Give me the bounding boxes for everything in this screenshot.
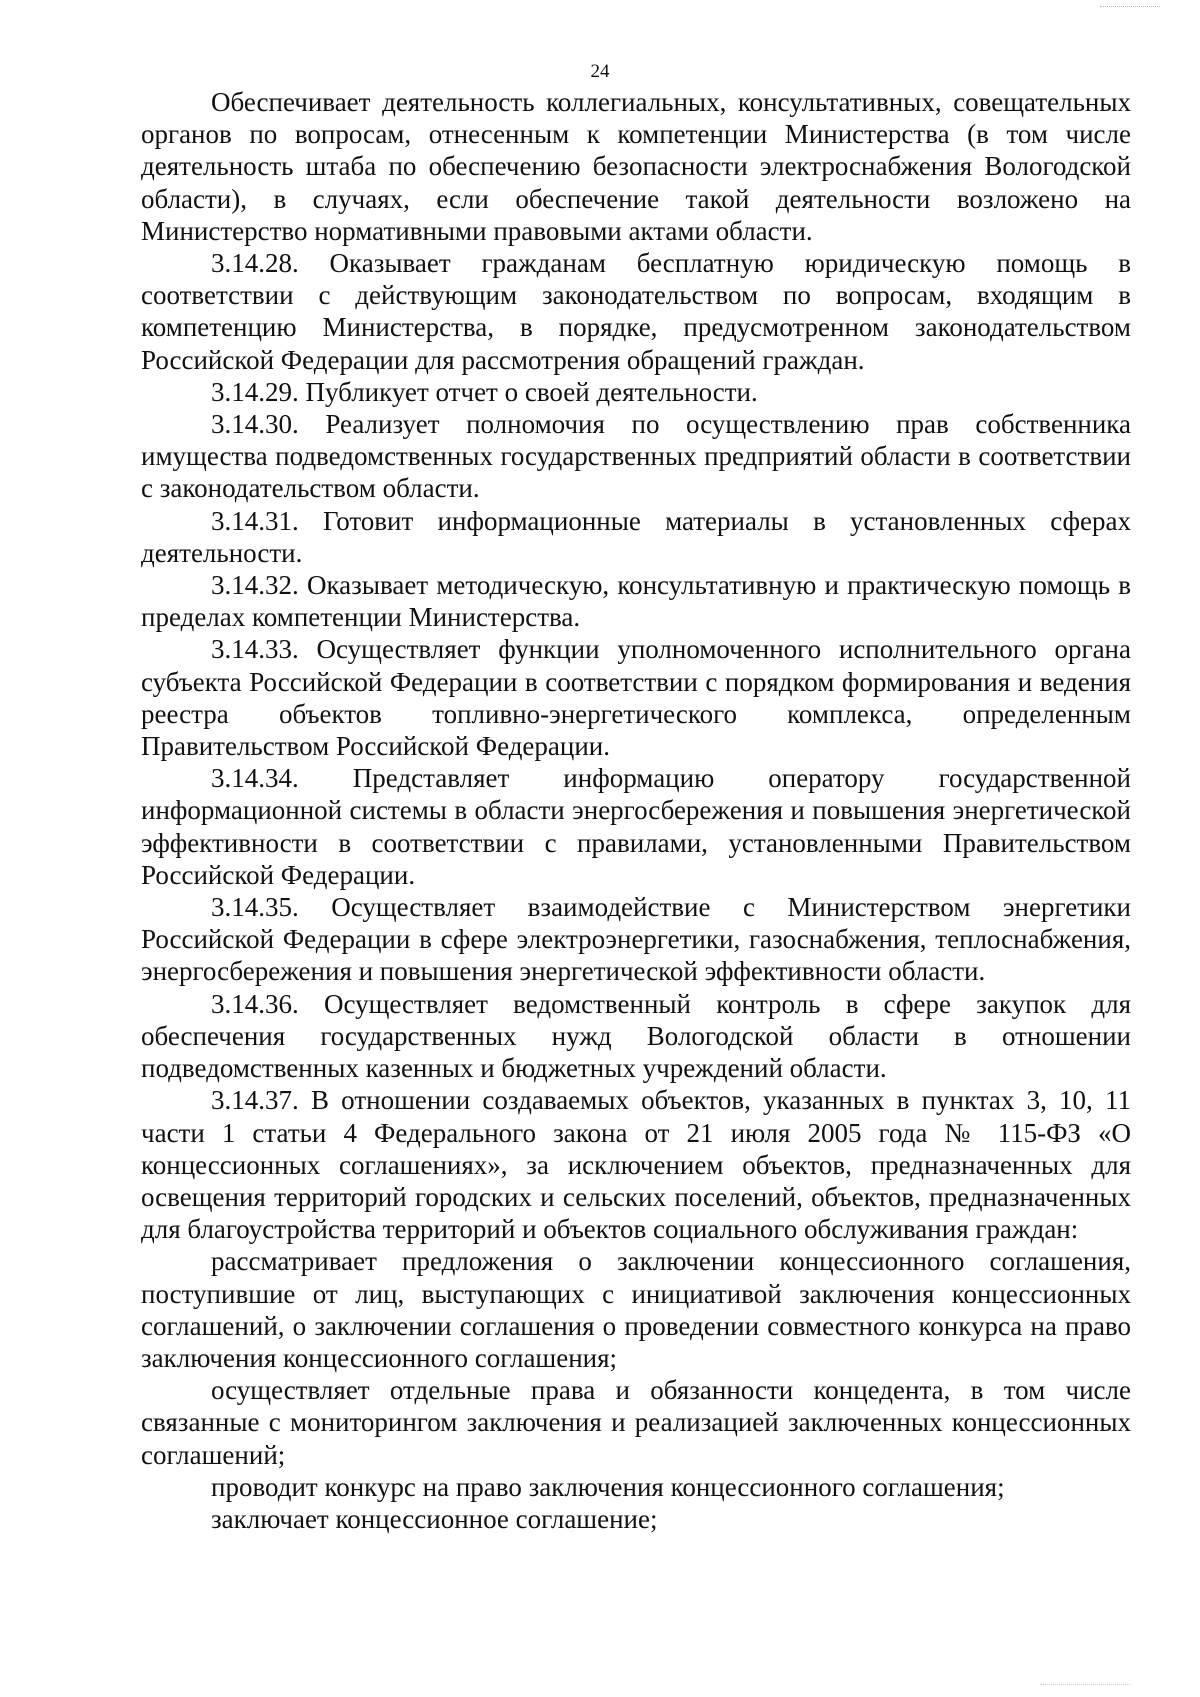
document-body (141, 86, 1131, 1535)
paragraph-3-14-37: 3.14.37. В отношении создаваемых объектов, указанных в пунктах 3, 10, 11 части 1 статьи 4 Федерального закона от 21 июля 2005 года № 115-ФЗ «О концессионных соглашениях», за исключением объектов, предназначенных для освещения территорий городских и сельских поселений, объектов, предназначенных для благоустройства территорий и объектов социального обслуживания граждан: (141, 1085, 1131, 1245)
list-item-concludes-agreement: заключает концессионное соглашение; (211, 1503, 658, 1534)
list-item-concedent-rights: осуществляет отдельные права и обязанности концедента, в том числе связанные с мониторингом заключения и реализацией заключенных концессионных соглашений; (141, 1375, 1131, 1470)
page-number: 24 (590, 61, 610, 82)
paragraph-3-14-35: 3.14.35. Осуществляет взаимодействие с Министерством энергетики Российской Федерации в сфере электроэнергетики, газоснабжения, теплоснабжения, энергосбережения и повышения энергетической эффективности области. (141, 892, 1131, 987)
paragraph-3-14-31: 3.14.31. Готовит информационные материалы в установленных сферах деятельности. (141, 505, 1131, 568)
paragraph-3-14-32: 3.14.32. Оказывает методическую, консультативную и практическую помощь в пределах компетенции Министерства. (141, 570, 1131, 633)
paragraph-3-14-36: 3.14.36. Осуществляет ведомственный контроль в сфере закупок для обеспечения государственных нужд Вологодской области в отношении подведомственных казенных и бюджетных учреждений области. (141, 988, 1131, 1084)
paragraph-3-14-33: 3.14.33. Осуществляет функции уполномоченного исполнительного органа субъекта Российской Федерации в соответствии с порядком формирования и ведения реестра объектов топливно-энергетического комплекса, определенным Правительством Российской Федерации. (141, 634, 1131, 762)
paragraph-intro: Обеспечивает деятельность коллегиальных, консультативных, совещательных органов по вопросам, отнесенным к компетенции Министерства (в том числе деятельность штаба по обеспечению безопасности электроснабжения Вологодской области), в случаях, если обеспечение такой деятельности возложено на Министерство нормативными правовыми актами области. (141, 87, 1131, 246)
paragraph-3-14-28: 3.14.28. Оказывает гражданам бесплатную юридическую помощь в соответствии с действующим законодательством по вопросам, входящим в компетенцию Министерства, в порядке, предусмотренном законодательством Российской Федерации для рассмотрения обращений граждан. (141, 248, 1131, 375)
scan-artifact-top (1100, 0, 1160, 7)
paragraph-3-14-29: 3.14.29. Публикует отчет о своей деятельности. (211, 376, 758, 407)
scan-artifact-bottom (1040, 1684, 1130, 1691)
paragraph-3-14-34: 3.14.34. Представляет информацию оператору государственной информационной системы в области энергосбережения и повышения энергетической эффективности в соответствии с правилами, установленными Правительством Российской Федерации. (141, 763, 1131, 890)
list-item-review-proposals: рассматривает предложения о заключении концессионного соглашения, поступившие от лиц, выступающих с инициативой заключения концессионных соглашений, о заключении соглашения о проведении совместного конкурса на право заключения концессионного соглашения; (141, 1246, 1131, 1373)
list-item-holds-tender: проводит конкурс на право заключения концессионного соглашения; (211, 1471, 1005, 1502)
paragraph-3-14-30: 3.14.30. Реализует полномочия по осуществлению прав собственника имущества подведомственных государственных предприятий области в соответствии с законодательством области. (141, 409, 1131, 504)
